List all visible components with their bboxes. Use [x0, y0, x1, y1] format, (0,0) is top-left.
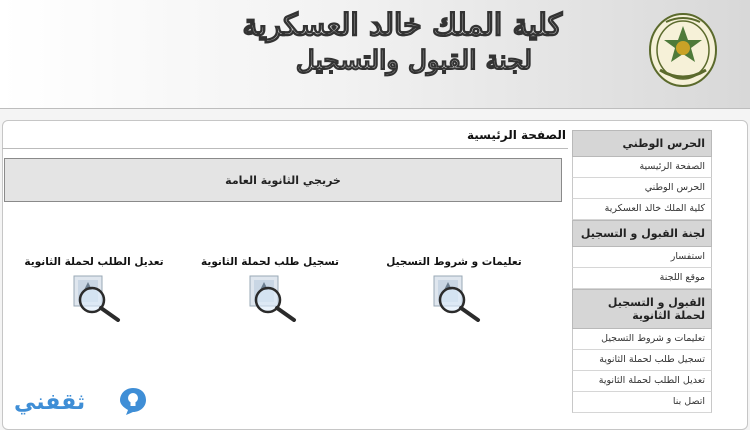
magnifier-emblem-icon[interactable] [64, 274, 124, 322]
sidebar-heading-secondary-admissions: القبول و التسجيل لحملة الثانوية [572, 289, 712, 329]
college-title: كلية الملك خالد العسكرية [242, 8, 562, 43]
sidebar-item-college[interactable]: كلية الملك خالد العسكرية [572, 199, 712, 220]
option-label[interactable]: تعليمات و شروط التسجيل [386, 256, 522, 268]
sidebar-item-national-guard[interactable]: الحرس الوطني [572, 178, 712, 199]
option-register[interactable] [190, 256, 350, 326]
sidebar-item-inquiry[interactable]: استفسار [572, 247, 712, 268]
sidebar [572, 130, 712, 413]
option-edit[interactable] [14, 256, 174, 326]
committee-subtitle: لجنة القبول والتسجيل [295, 46, 532, 76]
sidebar-item-edit[interactable]: تعديل الطلب لحملة الثانوية [572, 371, 712, 392]
page-title: الصفحة الرئيسية [466, 128, 566, 142]
sidebar-item-instructions[interactable]: تعليمات و شروط التسجيل [572, 329, 712, 350]
sidebar-heading-national-guard: الحرس الوطني [572, 130, 712, 157]
sidebar-item-home[interactable]: الصفحة الرئيسية [572, 157, 712, 178]
title-divider [2, 148, 568, 149]
lightbulb-bubble-icon [118, 386, 148, 416]
option-instructions[interactable] [374, 256, 534, 326]
sidebar-item-committee-site[interactable]: موقع اللجنة [572, 268, 712, 289]
watermark-text: ثقفني [14, 390, 86, 415]
option-label[interactable]: تسجيل طلب لحملة الثانوية [201, 256, 339, 268]
watermark [6, 382, 146, 426]
section-heading: خريجي الثانوية العامة [225, 173, 341, 187]
option-label[interactable]: تعديل الطلب لحملة الثانوية [24, 256, 164, 268]
sidebar-item-register[interactable]: تسجيل طلب لحملة الثانوية [572, 350, 712, 371]
national-guard-emblem-icon [646, 10, 720, 90]
magnifier-emblem-icon[interactable] [240, 274, 300, 322]
site-header [0, 0, 750, 109]
section-heading-box [4, 158, 562, 202]
sidebar-heading-admissions-committee: لجنة القبول و التسجيل [572, 220, 712, 247]
magnifier-emblem-icon[interactable] [424, 274, 484, 322]
sidebar-item-contact[interactable]: اتصل بنا [572, 392, 712, 413]
